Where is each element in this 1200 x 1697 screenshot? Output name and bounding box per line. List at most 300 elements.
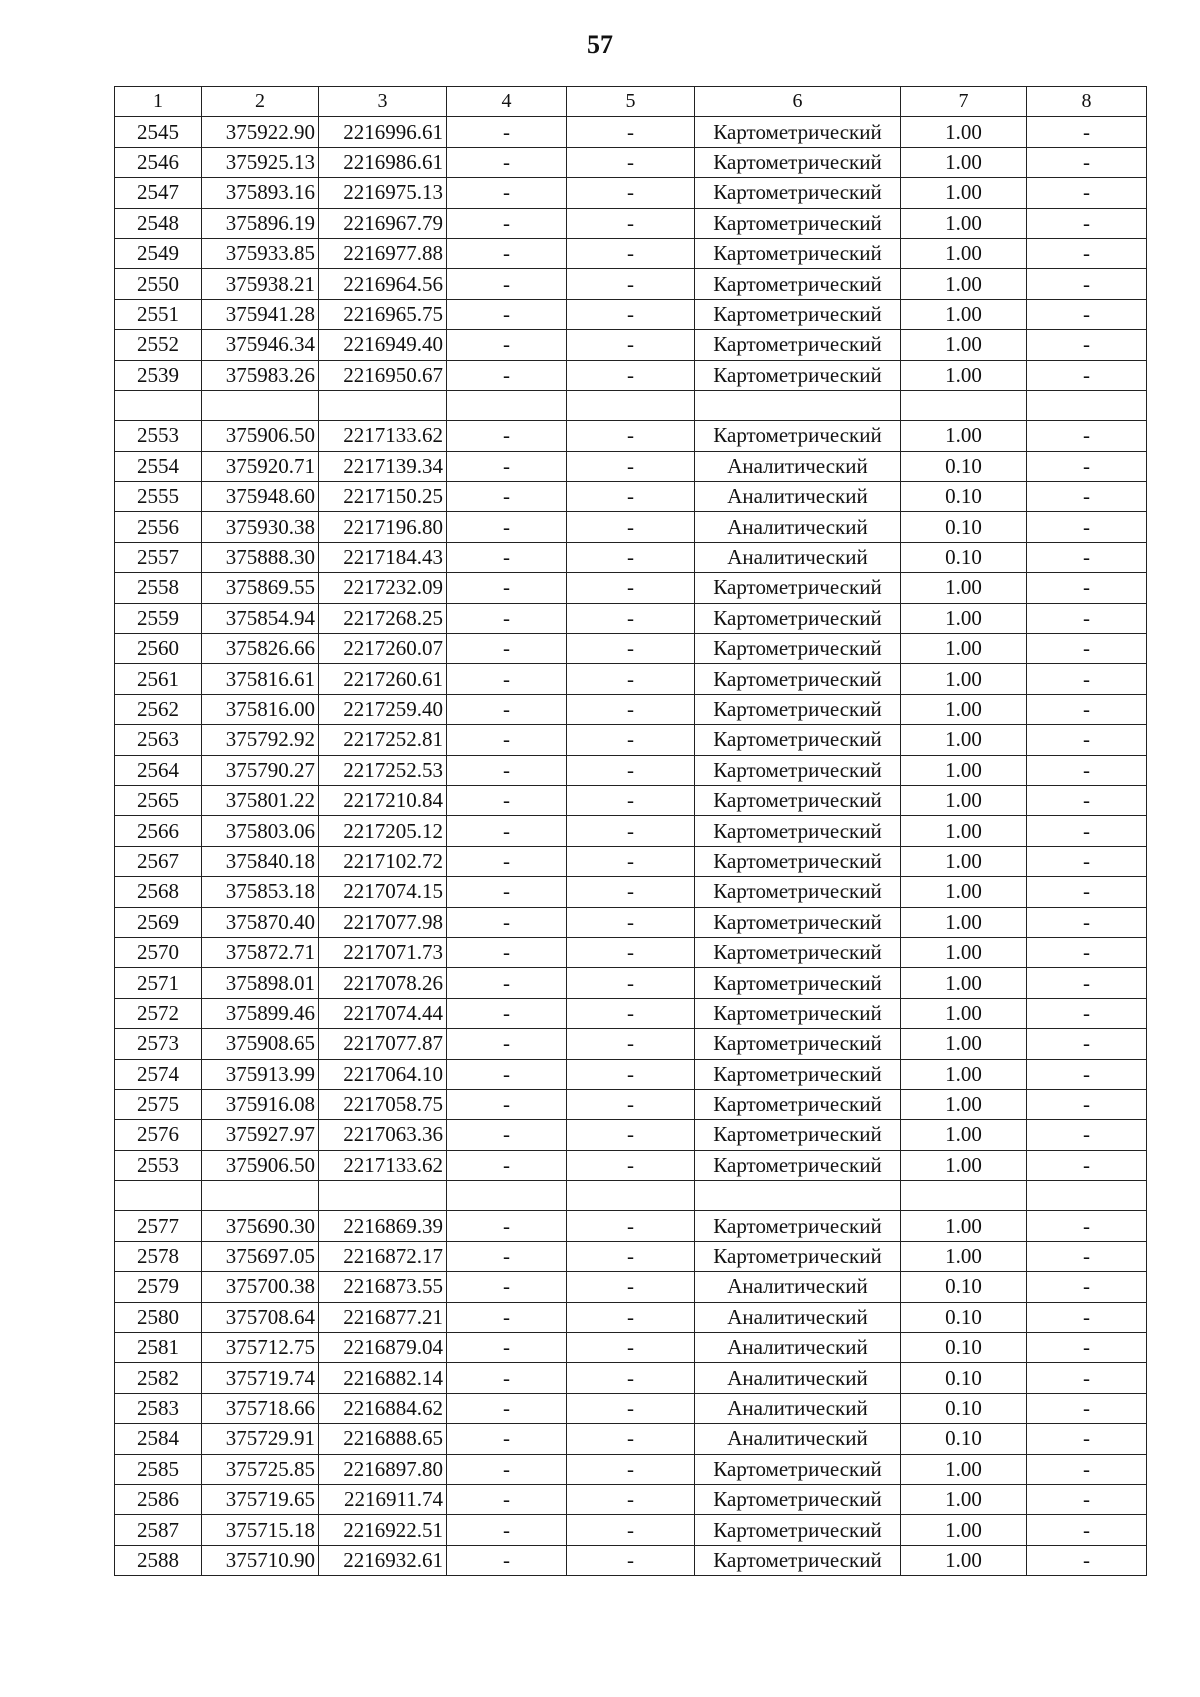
cell-y-coordinate: 2216877.21 (319, 1302, 447, 1332)
cell-y-coordinate: 2216950.67 (319, 360, 447, 390)
cell-col-4: - (447, 238, 567, 268)
cell-col-5: - (567, 208, 695, 238)
cell-point-number: 2575 (115, 1089, 202, 1119)
cell-point-number: 2571 (115, 968, 202, 998)
cell-method: Картометрический (695, 846, 901, 876)
cell-point-number: 2568 (115, 877, 202, 907)
cell-col-5: - (567, 1211, 695, 1241)
cell-accuracy: 0.10 (901, 1302, 1027, 1332)
cell-method: Картометрический (695, 1150, 901, 1180)
cell-col-5: - (567, 360, 695, 390)
cell-col-4: - (447, 907, 567, 937)
cell-col-8: - (1027, 1089, 1147, 1119)
cell-y-coordinate: 2217252.53 (319, 755, 447, 785)
cell-x-coordinate: 375697.05 (202, 1241, 319, 1271)
cell-method: Картометрический (695, 360, 901, 390)
cell-x-coordinate: 375983.26 (202, 360, 319, 390)
cell-point-number: 2579 (115, 1272, 202, 1302)
cell-y-coordinate: 2217077.87 (319, 1029, 447, 1059)
cell-point-number: 2554 (115, 451, 202, 481)
cell-col-8: - (1027, 725, 1147, 755)
cell-method: Картометрический (695, 998, 901, 1028)
cell-accuracy: 1.00 (901, 117, 1027, 147)
cell-col-5: - (567, 1545, 695, 1575)
cell-accuracy: 0.10 (901, 1393, 1027, 1423)
table-row (115, 603, 1147, 633)
table-row (115, 1029, 1147, 1059)
cell-col-8: - (1027, 1363, 1147, 1393)
cell-point-number (115, 1181, 202, 1211)
cell-point-number: 2553 (115, 1150, 202, 1180)
cell-col-4: - (447, 877, 567, 907)
cell-y-coordinate: 2217196.80 (319, 512, 447, 542)
table-row (115, 421, 1147, 451)
cell-col-4: - (447, 1363, 567, 1393)
cell-y-coordinate: 2217252.81 (319, 725, 447, 755)
cell-x-coordinate: 375888.30 (202, 542, 319, 572)
table-row (115, 1363, 1147, 1393)
cell-accuracy: 0.10 (901, 1272, 1027, 1302)
cell-method: Картометрический (695, 968, 901, 998)
cell-x-coordinate: 375920.71 (202, 451, 319, 481)
table-row (115, 877, 1147, 907)
cell-col-5: - (567, 269, 695, 299)
cell-point-number: 2547 (115, 178, 202, 208)
cell-accuracy: 1.00 (901, 725, 1027, 755)
cell-y-coordinate: 2216986.61 (319, 147, 447, 177)
cell-method: Картометрический (695, 147, 901, 177)
table-row (115, 785, 1147, 815)
cell-method: Картометрический (695, 208, 901, 238)
cell-col-5: - (567, 1059, 695, 1089)
cell-method (695, 1181, 901, 1211)
cell-col-4: - (447, 755, 567, 785)
cell-accuracy: 1.00 (901, 1515, 1027, 1545)
cell-y-coordinate: 2217074.15 (319, 877, 447, 907)
cell-col-5: - (567, 299, 695, 329)
cell-accuracy: 1.00 (901, 755, 1027, 785)
cell-col-8: - (1027, 269, 1147, 299)
cell-col-8: - (1027, 1120, 1147, 1150)
cell-y-coordinate: 2217058.75 (319, 1089, 447, 1119)
cell-col-5: - (567, 725, 695, 755)
cell-y-coordinate: 2216879.04 (319, 1333, 447, 1363)
cell-accuracy: 1.00 (901, 694, 1027, 724)
cell-col-5: - (567, 694, 695, 724)
table-row (115, 998, 1147, 1028)
cell-y-coordinate (319, 1181, 447, 1211)
cell-accuracy: 1.00 (901, 968, 1027, 998)
cell-x-coordinate: 375853.18 (202, 877, 319, 907)
cell-col-8: - (1027, 1059, 1147, 1089)
cell-col-4: - (447, 1545, 567, 1575)
cell-y-coordinate: 2216967.79 (319, 208, 447, 238)
cell-y-coordinate: 2217071.73 (319, 937, 447, 967)
cell-point-number: 2572 (115, 998, 202, 1028)
cell-col-4: - (447, 330, 567, 360)
cell-x-coordinate: 375840.18 (202, 846, 319, 876)
table-row (115, 634, 1147, 664)
cell-col-4: - (447, 1029, 567, 1059)
cell-method: Аналитический (695, 1393, 901, 1423)
cell-point-number: 2580 (115, 1302, 202, 1332)
column-header-2: 2 (202, 87, 319, 117)
column-header-4: 4 (447, 87, 567, 117)
cell-x-coordinate: 375908.65 (202, 1029, 319, 1059)
cell-col-8: - (1027, 360, 1147, 390)
table-row (115, 1454, 1147, 1484)
cell-col-5: - (567, 1120, 695, 1150)
cell-col-4: - (447, 1241, 567, 1271)
cell-method: Картометрический (695, 1211, 901, 1241)
cell-method: Картометрический (695, 1545, 901, 1575)
cell-col-8: - (1027, 1393, 1147, 1423)
cell-col-8: - (1027, 816, 1147, 846)
table-row-separator (115, 390, 1147, 420)
cell-y-coordinate: 2217102.72 (319, 846, 447, 876)
cell-x-coordinate: 375718.66 (202, 1393, 319, 1423)
table-row (115, 664, 1147, 694)
cell-col-5: - (567, 1393, 695, 1423)
cell-x-coordinate: 375801.22 (202, 785, 319, 815)
cell-x-coordinate: 375712.75 (202, 1333, 319, 1363)
table-row (115, 269, 1147, 299)
cell-method: Картометрический (695, 603, 901, 633)
cell-col-5: - (567, 603, 695, 633)
cell-col-8: - (1027, 968, 1147, 998)
cell-x-coordinate: 375925.13 (202, 147, 319, 177)
cell-accuracy: 1.00 (901, 299, 1027, 329)
cell-point-number: 2582 (115, 1363, 202, 1393)
cell-col-5: - (567, 573, 695, 603)
cell-col-5: - (567, 512, 695, 542)
cell-x-coordinate: 375899.46 (202, 998, 319, 1028)
table-row (115, 147, 1147, 177)
cell-y-coordinate: 2217064.10 (319, 1059, 447, 1089)
cell-col-5: - (567, 664, 695, 694)
cell-y-coordinate: 2216869.39 (319, 1211, 447, 1241)
cell-col-8: - (1027, 785, 1147, 815)
cell-accuracy: 1.00 (901, 877, 1027, 907)
cell-col-4: - (447, 178, 567, 208)
cell-point-number: 2583 (115, 1393, 202, 1423)
cell-col-5: - (567, 1424, 695, 1454)
cell-method: Картометрический (695, 937, 901, 967)
cell-col-8: - (1027, 542, 1147, 572)
cell-y-coordinate: 2216911.74 (319, 1484, 447, 1514)
cell-point-number: 2546 (115, 147, 202, 177)
cell-accuracy: 1.00 (901, 1089, 1027, 1119)
cell-x-coordinate: 375893.16 (202, 178, 319, 208)
cell-col-8: - (1027, 1424, 1147, 1454)
cell-point-number: 2578 (115, 1241, 202, 1271)
cell-col-8: - (1027, 117, 1147, 147)
cell-col-4: - (447, 360, 567, 390)
cell-method: Картометрический (695, 178, 901, 208)
cell-accuracy (901, 390, 1027, 420)
table-row (115, 573, 1147, 603)
cell-col-8: - (1027, 178, 1147, 208)
cell-col-4: - (447, 1120, 567, 1150)
cell-y-coordinate (319, 390, 447, 420)
cell-point-number: 2559 (115, 603, 202, 633)
cell-col-4: - (447, 1272, 567, 1302)
cell-x-coordinate: 375715.18 (202, 1515, 319, 1545)
cell-col-5: - (567, 846, 695, 876)
cell-point-number: 2555 (115, 482, 202, 512)
cell-y-coordinate: 2217205.12 (319, 816, 447, 846)
cell-x-coordinate: 375700.38 (202, 1272, 319, 1302)
cell-col-8: - (1027, 846, 1147, 876)
cell-method: Картометрический (695, 725, 901, 755)
cell-point-number: 2539 (115, 360, 202, 390)
cell-method: Картометрический (695, 1515, 901, 1545)
cell-x-coordinate: 375872.71 (202, 937, 319, 967)
cell-accuracy: 1.00 (901, 1454, 1027, 1484)
cell-x-coordinate: 375906.50 (202, 421, 319, 451)
cell-x-coordinate: 375790.27 (202, 755, 319, 785)
cell-point-number: 2584 (115, 1424, 202, 1454)
cell-y-coordinate: 2216873.55 (319, 1272, 447, 1302)
cell-col-5: - (567, 634, 695, 664)
cell-accuracy: 1.00 (901, 1029, 1027, 1059)
cell-col-4: - (447, 816, 567, 846)
table-row (115, 725, 1147, 755)
cell-accuracy: 0.10 (901, 1333, 1027, 1363)
cell-method: Картометрический (695, 421, 901, 451)
cell-point-number: 2550 (115, 269, 202, 299)
table-row (115, 1059, 1147, 1089)
cell-x-coordinate: 375869.55 (202, 573, 319, 603)
cell-y-coordinate: 2217268.25 (319, 603, 447, 633)
cell-accuracy: 0.10 (901, 451, 1027, 481)
cell-method: Аналитический (695, 1333, 901, 1363)
table-row (115, 482, 1147, 512)
cell-col-8: - (1027, 1302, 1147, 1332)
cell-point-number: 2588 (115, 1545, 202, 1575)
cell-accuracy: 1.00 (901, 269, 1027, 299)
cell-y-coordinate: 2217139.34 (319, 451, 447, 481)
cell-method: Картометрический (695, 634, 901, 664)
cell-accuracy: 1.00 (901, 1120, 1027, 1150)
coordinates-table (114, 86, 1147, 1576)
cell-accuracy: 1.00 (901, 330, 1027, 360)
cell-x-coordinate (202, 390, 319, 420)
cell-point-number: 2557 (115, 542, 202, 572)
cell-col-5: - (567, 542, 695, 572)
cell-point-number: 2549 (115, 238, 202, 268)
cell-accuracy: 1.00 (901, 1484, 1027, 1514)
cell-method: Картометрический (695, 1241, 901, 1271)
table-row (115, 208, 1147, 238)
cell-point-number: 2552 (115, 330, 202, 360)
column-header-6: 6 (695, 87, 901, 117)
cell-y-coordinate: 2217260.61 (319, 664, 447, 694)
cell-col-5: - (567, 1363, 695, 1393)
cell-col-8: - (1027, 998, 1147, 1028)
cell-col-8: - (1027, 907, 1147, 937)
cell-col-8: - (1027, 330, 1147, 360)
cell-method: Картометрический (695, 573, 901, 603)
cell-point-number: 2553 (115, 421, 202, 451)
cell-y-coordinate: 2217078.26 (319, 968, 447, 998)
cell-point-number: 2545 (115, 117, 202, 147)
table-row (115, 330, 1147, 360)
cell-col-8: - (1027, 1333, 1147, 1363)
cell-col-8: - (1027, 451, 1147, 481)
cell-col-5: - (567, 1302, 695, 1332)
table-row (115, 907, 1147, 937)
cell-x-coordinate: 375896.19 (202, 208, 319, 238)
cell-accuracy: 0.10 (901, 512, 1027, 542)
cell-col-8: - (1027, 299, 1147, 329)
cell-col-8: - (1027, 1211, 1147, 1241)
cell-accuracy: 0.10 (901, 1424, 1027, 1454)
cell-y-coordinate: 2216932.61 (319, 1545, 447, 1575)
cell-col-8: - (1027, 482, 1147, 512)
cell-point-number: 2581 (115, 1333, 202, 1363)
cell-y-coordinate: 2217150.25 (319, 482, 447, 512)
cell-accuracy: 1.00 (901, 238, 1027, 268)
cell-method: Картометрический (695, 755, 901, 785)
cell-x-coordinate: 375948.60 (202, 482, 319, 512)
table-row (115, 846, 1147, 876)
cell-col-5: - (567, 1484, 695, 1514)
cell-y-coordinate: 2217063.36 (319, 1120, 447, 1150)
table-row (115, 1545, 1147, 1575)
cell-col-8: - (1027, 512, 1147, 542)
cell-col-5: - (567, 482, 695, 512)
cell-col-4: - (447, 1333, 567, 1363)
table-row (115, 694, 1147, 724)
cell-point-number (115, 390, 202, 420)
cell-x-coordinate: 375719.74 (202, 1363, 319, 1393)
cell-col-8 (1027, 390, 1147, 420)
cell-col-4: - (447, 1393, 567, 1423)
cell-accuracy: 1.00 (901, 360, 1027, 390)
table-row (115, 238, 1147, 268)
cell-col-4: - (447, 1484, 567, 1514)
cell-col-5: - (567, 1272, 695, 1302)
column-header-7: 7 (901, 87, 1027, 117)
cell-col-4: - (447, 664, 567, 694)
cell-accuracy: 0.10 (901, 542, 1027, 572)
cell-y-coordinate: 2216996.61 (319, 117, 447, 147)
cell-x-coordinate (202, 1181, 319, 1211)
cell-col-5: - (567, 937, 695, 967)
cell-col-5: - (567, 1454, 695, 1484)
cell-x-coordinate: 375803.06 (202, 816, 319, 846)
cell-col-8: - (1027, 877, 1147, 907)
cell-method: Аналитический (695, 542, 901, 572)
cell-col-4: - (447, 299, 567, 329)
cell-accuracy: 1.00 (901, 573, 1027, 603)
cell-col-8: - (1027, 238, 1147, 268)
table-row (115, 1120, 1147, 1150)
cell-y-coordinate: 2216872.17 (319, 1241, 447, 1271)
cell-method: Аналитический (695, 451, 901, 481)
cell-point-number: 2562 (115, 694, 202, 724)
cell-point-number: 2569 (115, 907, 202, 937)
cell-x-coordinate: 375816.61 (202, 664, 319, 694)
cell-accuracy: 1.00 (901, 1059, 1027, 1089)
cell-accuracy: 1.00 (901, 998, 1027, 1028)
cell-accuracy: 0.10 (901, 482, 1027, 512)
cell-col-5: - (567, 907, 695, 937)
cell-col-8: - (1027, 634, 1147, 664)
cell-method: Аналитический (695, 1424, 901, 1454)
cell-method: Аналитический (695, 1363, 901, 1393)
column-header-1: 1 (115, 87, 202, 117)
cell-col-8 (1027, 1181, 1147, 1211)
cell-x-coordinate: 375906.50 (202, 1150, 319, 1180)
cell-y-coordinate: 2216977.88 (319, 238, 447, 268)
cell-method: Картометрический (695, 1029, 901, 1059)
cell-y-coordinate: 2217074.44 (319, 998, 447, 1028)
cell-col-5: - (567, 238, 695, 268)
cell-method: Картометрический (695, 664, 901, 694)
cell-x-coordinate: 375729.91 (202, 1424, 319, 1454)
cell-col-4: - (447, 1211, 567, 1241)
cell-col-4 (447, 1181, 567, 1211)
cell-method (695, 390, 901, 420)
cell-method: Аналитический (695, 1272, 901, 1302)
cell-y-coordinate: 2216888.65 (319, 1424, 447, 1454)
table-row (115, 968, 1147, 998)
cell-y-coordinate: 2216884.62 (319, 1393, 447, 1423)
table-row (115, 1211, 1147, 1241)
cell-col-5: - (567, 1150, 695, 1180)
cell-method: Картометрический (695, 269, 901, 299)
cell-col-8: - (1027, 694, 1147, 724)
cell-col-4: - (447, 542, 567, 572)
table-header-row (115, 87, 1147, 117)
cell-accuracy: 1.00 (901, 208, 1027, 238)
cell-x-coordinate: 375725.85 (202, 1454, 319, 1484)
cell-x-coordinate: 375710.90 (202, 1545, 319, 1575)
table-row (115, 542, 1147, 572)
table-row (115, 1515, 1147, 1545)
cell-x-coordinate: 375870.40 (202, 907, 319, 937)
cell-col-5: - (567, 1333, 695, 1363)
cell-accuracy: 1.00 (901, 603, 1027, 633)
table-row (115, 1333, 1147, 1363)
cell-col-5: - (567, 1089, 695, 1119)
cell-x-coordinate: 375933.85 (202, 238, 319, 268)
cell-point-number: 2587 (115, 1515, 202, 1545)
cell-col-5: - (567, 877, 695, 907)
cell-x-coordinate: 375930.38 (202, 512, 319, 542)
cell-accuracy: 1.00 (901, 846, 1027, 876)
cell-col-4: - (447, 421, 567, 451)
cell-col-4: - (447, 573, 567, 603)
cell-point-number: 2585 (115, 1454, 202, 1484)
cell-accuracy: 1.00 (901, 937, 1027, 967)
cell-col-8: - (1027, 1272, 1147, 1302)
cell-col-4: - (447, 725, 567, 755)
cell-point-number: 2561 (115, 664, 202, 694)
cell-point-number: 2558 (115, 573, 202, 603)
cell-method: Картометрический (695, 1089, 901, 1119)
table-row-separator (115, 1181, 1147, 1211)
cell-col-5: - (567, 451, 695, 481)
cell-col-8: - (1027, 1454, 1147, 1484)
cell-col-4: - (447, 785, 567, 815)
cell-col-8: - (1027, 421, 1147, 451)
cell-point-number: 2573 (115, 1029, 202, 1059)
cell-x-coordinate: 375941.28 (202, 299, 319, 329)
cell-method: Картометрический (695, 1120, 901, 1150)
